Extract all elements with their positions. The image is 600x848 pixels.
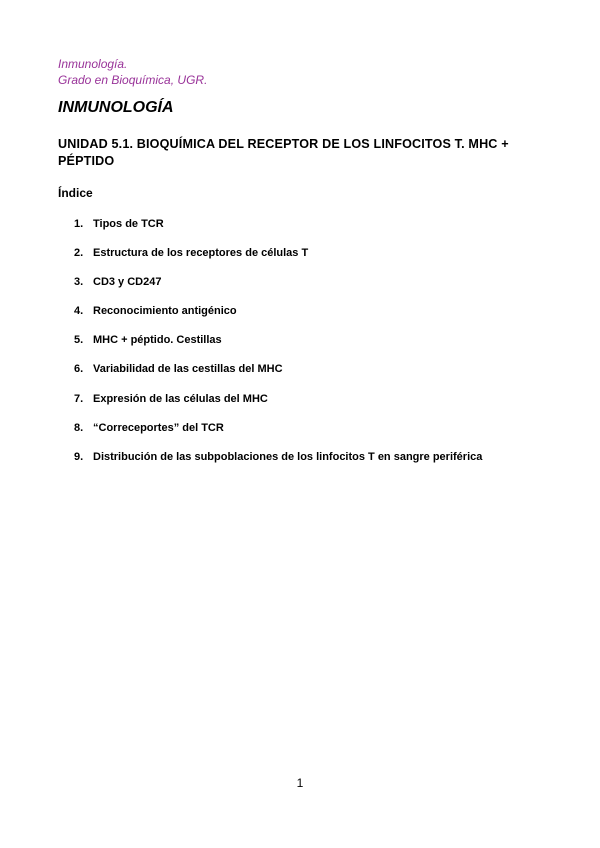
toc-item-number: 2. [74,247,84,260]
toc-item-number: 4. [74,305,84,318]
toc-item-number: 7. [74,392,84,405]
toc-item-label: Reconocimiento antigénico [93,305,237,318]
toc-item-label: Variabilidad de las cestillas del MHC [93,363,283,376]
toc-item-label: CD3 y CD247 [93,276,162,289]
toc-item [74,451,482,480]
toc-item-label: MHC + péptido. Cestillas [93,334,222,347]
toc-item [74,393,482,422]
degree-name: Grado en Bioquímica, UGR. [58,73,208,87]
toc-item-label: Expresión de las células del MHC [93,392,268,405]
page-number: 1 [296,776,304,790]
toc-item-number: 1. [74,218,84,230]
toc-item [74,363,482,392]
toc-item [74,276,482,305]
course-name: Inmunología. [58,57,128,71]
toc-item [74,218,482,247]
course-header [58,56,207,88]
toc-item [74,422,482,451]
toc-item [74,247,482,276]
toc-item [74,334,482,363]
toc-item-label: Estructura de los receptores de células T [93,247,309,260]
document-title: INMUNOLOGÍA [58,99,174,116]
index-heading: Índice [58,186,93,200]
toc-item-number: 5. [74,334,84,347]
toc-item-label: Tipos de TCR [93,218,164,230]
table-of-contents [74,218,482,480]
toc-item-label: “Correceportes” del TCR [93,421,224,434]
toc-item-number: 6. [74,363,84,376]
toc-item-number: 8. [74,421,84,434]
toc-item-number: 3. [74,276,84,289]
unit-title: UNIDAD 5.1. BIOQUÍMICA DEL RECEPTOR DE LOS LINFOCITOS T. MHC + PÉPTIDO [58,137,509,168]
toc-item-label: Distribución de las subpoblaciones de los linfocitos T en sangre periférica [93,450,483,463]
toc-item [74,305,482,334]
toc-item-number: 9. [74,450,84,463]
